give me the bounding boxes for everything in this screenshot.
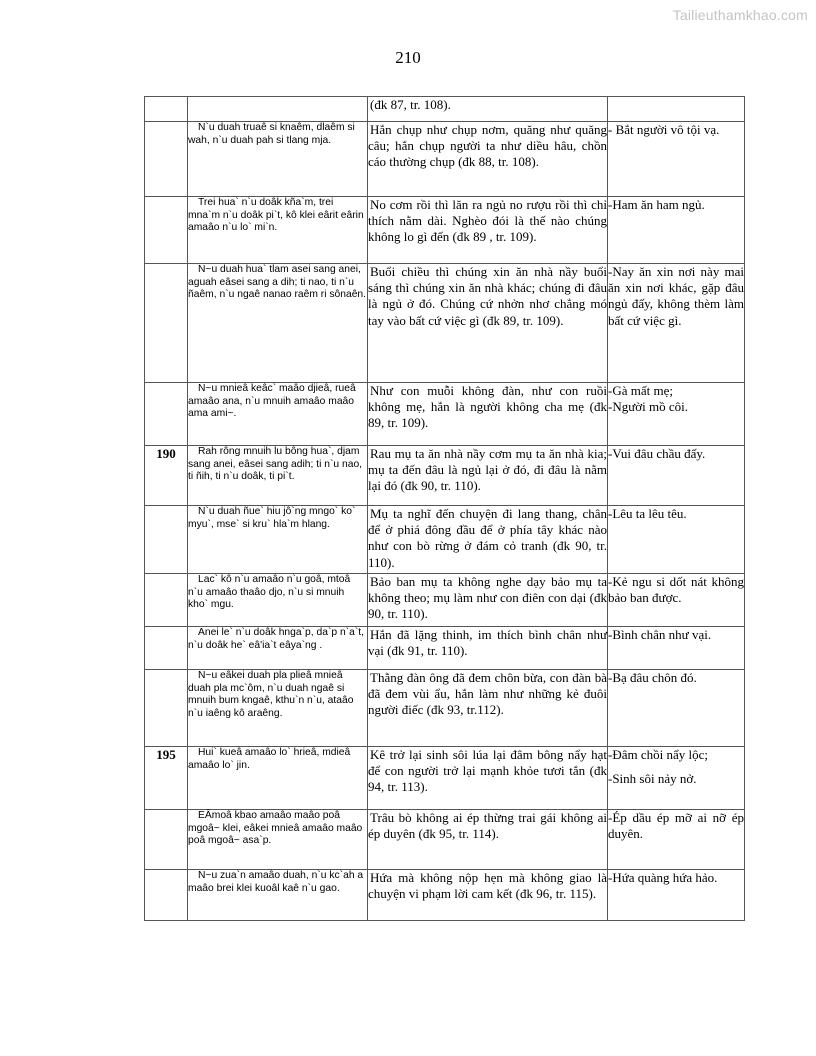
meaning-line: - Bắt người vô tội vạ. xyxy=(608,122,720,137)
translation-cell: No cơm rồi thì lăn ra ngủ no rượu rồi thì chỉ thích nằm dài. Nghèo đói là thế nào chúng không lo gì đến (đk 89 , tr. 109). xyxy=(368,197,608,264)
original-text-cell: N~u zua`n amaâo duah, n`u kc`ah a maâo brei klei kuoâl kaê n`u gao. xyxy=(188,870,368,921)
meaning-cell xyxy=(608,574,745,627)
translation-cell: Trâu bò không ai ép thừng trai gái không ai ép duyên (đk 95, tr. 114). xyxy=(368,810,608,870)
meaning-line: -Kẻ ngu si dốt nát không bảo ban được. xyxy=(608,574,744,606)
entry-number-cell: 190 xyxy=(145,446,188,506)
translation-cell: Rau mụ ta ăn nhà nầy cơm mụ ta ăn nhà kia; mụ ta đến đâu là ngủ lại ở đó, đi đâu là nằm lại đó (đk 90, tr. 110). xyxy=(368,446,608,506)
meaning-cell xyxy=(608,627,745,670)
translation-cell: Hứa mà không nộp hẹn mà không giao là chuyện vi phạm lời cam kết (đk 96, tr. 115). xyxy=(368,870,608,921)
entry-number-cell xyxy=(145,122,188,197)
entry-number-cell xyxy=(145,870,188,921)
entry-number-cell xyxy=(145,574,188,627)
table-row xyxy=(145,383,745,446)
translation-cell: Thằng đàn ông đã đem chôn bừa, con đàn bà đã đem vùi ẩu, hắn làm như những kẻ đuôi người điếc (đk 93, tr.112). xyxy=(368,670,608,747)
meaning-line: -Bình chân như vại. xyxy=(608,627,712,642)
table-row xyxy=(145,264,745,383)
entry-number-cell xyxy=(145,97,188,122)
entry-number-cell xyxy=(145,264,188,383)
meaning-line: -Người mồ côi. xyxy=(608,399,688,415)
meaning-cell xyxy=(608,264,745,383)
translation-cell: Buổi chiều thì chúng xin ăn nhà nầy buổi sáng thì chúng xin ăn nhà khác; chúng đi đâu là ngủ ở đó. Chúng cứ nhởn nhơ chẳng mó tay vào bất cứ việc gì (đk 89, tr. 109). xyxy=(368,264,608,383)
meaning-cell xyxy=(608,670,745,747)
original-text-cell xyxy=(188,97,368,122)
meaning-line: -Bạ đâu chôn đó. xyxy=(608,670,697,685)
entry-number-cell xyxy=(145,627,188,670)
original-text-cell: Lac` kô n`u amaâo n`u goâ, mtoâ n`u amaâo thaâo djo, n`u si mnuih kho` mgu. xyxy=(188,574,368,627)
meaning-cell xyxy=(608,383,745,446)
translation-cell: Như con muỗi không đàn, như con ruồi không mẹ, hắn là người không cha mẹ (đk 89, tr. 109). xyxy=(368,383,608,446)
translation-cell: Kê trở lại sinh sôi lúa lại đâm bông nẩy hạt để con người trở lại mạnh khỏe tươi tắn (đk 94, tr. 113). xyxy=(368,747,608,810)
entry-number-cell xyxy=(145,383,188,446)
meaning-cell xyxy=(608,810,745,870)
original-text-cell: Trei hua` n`u doâk kña`m, trei mna`m n`u doâk pi`t, kô klei eârit eârin amaâo n`u lo` mi`n. xyxy=(188,197,368,264)
table-row xyxy=(145,747,745,810)
meaning-cell xyxy=(608,197,745,264)
table-row xyxy=(145,574,745,627)
table-row xyxy=(145,870,745,921)
meaning-cell xyxy=(608,870,745,921)
entry-number-cell xyxy=(145,810,188,870)
proverb-table xyxy=(144,96,745,921)
original-text-cell: N~u duah hua` tlam asei sang anei, aguah eâsei sang a dih; ti nao, ti n`u ñaêm, n`u ngaê nanao raêm ri sônaên. xyxy=(188,264,368,383)
meaning-line: -Gà mất mẹ; xyxy=(608,383,673,398)
watermark: Tailieuthamkhao.com xyxy=(672,7,808,23)
meaning-cell xyxy=(608,122,745,197)
entry-number-cell xyxy=(145,506,188,574)
table-row xyxy=(145,197,745,264)
translation-cell: Bảo ban mụ ta không nghe dạy bảo mụ ta không theo; mụ làm như con điên con dại (đk 90, tr. 110). xyxy=(368,574,608,627)
meaning-line: -Vui đâu chầu đấy. xyxy=(608,446,706,461)
original-text-cell: N~u eâkei duah pla plieâ mnieâ duah pla mc`ôm, n`u duah ngaê si mnuih bum kngaê, kthu`n n`u, ataâo n`u iaêng kô araêng. xyxy=(188,670,368,747)
original-text-cell: N~u mnieâ keâc` maâo djieâ, rueâ amaâo ana, n`u mnuih amaâo maâo ama ami~. xyxy=(188,383,368,446)
table-row xyxy=(145,122,745,197)
table-row xyxy=(145,627,745,670)
meaning-cell xyxy=(608,747,745,810)
translation-cell: Hắn chụp như chụp nơm, quăng như quăng câu; hắn chụp người ta như diều hâu, chồn cáo thường chụp (đk 88, tr. 108). xyxy=(368,122,608,197)
original-text-cell: EÂmoâ kbao amaâo maâo poâ mgoâ~ klei, eâkei mnieâ amaâo maâo poâ mgoâ~ asa`p. xyxy=(188,810,368,870)
original-text-cell: Rah rông mnuih lu bông hua`, djam sang anei, eâsei sang adih; ti n`u nao, ti ñih, ti n`u doâk, ti pi`t. xyxy=(188,446,368,506)
entry-number-cell xyxy=(145,197,188,264)
entry-number-cell xyxy=(145,670,188,747)
translation-cell: (đk 87, tr. 108). xyxy=(368,97,608,122)
meaning-line: -Ham ăn ham ngủ. xyxy=(608,197,705,212)
table-row xyxy=(145,97,745,122)
meaning-line: -Lêu ta lêu têu. xyxy=(608,506,687,521)
meaning-line: -Nay ăn xin nơi này mai ăn xin nơi khác, gặp đâu ngủ đấy, không thèm làm bất cứ việc gì. xyxy=(608,264,744,328)
original-text-cell: N`u duah truaê si knaêm, dlaêm si wah, n`u duah pah si tlang mja. xyxy=(188,122,368,197)
translation-cell: Mụ ta nghĩ đến chuyện đi lang thang, chân để ở phiá đông đầu để ở phía tây khác nào như con bò rừng ở đám cỏ tranh (đk 90, tr. 110). xyxy=(368,506,608,574)
meaning-line: -Sinh sôi nảy nở. xyxy=(608,771,697,787)
table-row xyxy=(145,506,745,574)
original-text-cell: N`u duah ñue` hiu jô`ng mngo` ko` myu`, mse` si kru` hla`m hlang. xyxy=(188,506,368,574)
meaning-cell xyxy=(608,97,745,122)
table-row xyxy=(145,446,745,506)
meaning-line: -Hứa quàng hứa hảo. xyxy=(608,870,718,885)
table-row xyxy=(145,670,745,747)
translation-cell: Hắn đã lặng thinh, im thích bình chân như vại (đk 91, tr. 110). xyxy=(368,627,608,670)
entry-number-cell: 195 xyxy=(145,747,188,810)
table-row xyxy=(145,810,745,870)
meaning-cell xyxy=(608,446,745,506)
page-number: 210 xyxy=(395,48,421,67)
meaning-line: -Ép dầu ép mỡ ai nỡ ép duyên. xyxy=(608,810,744,842)
meaning-cell xyxy=(608,506,745,574)
meaning-line: -Đâm chồi nẩy lộc; xyxy=(608,747,708,762)
original-text-cell: Hui` kueâ amaâo lo` hrieâ, mdieâ amaâo lo` jin. xyxy=(188,747,368,810)
original-text-cell: Anei le` n`u doâk hnga`p, da`p n`a`t, n`u doâk he` eâ'ia`t eâya`ng . xyxy=(188,627,368,670)
